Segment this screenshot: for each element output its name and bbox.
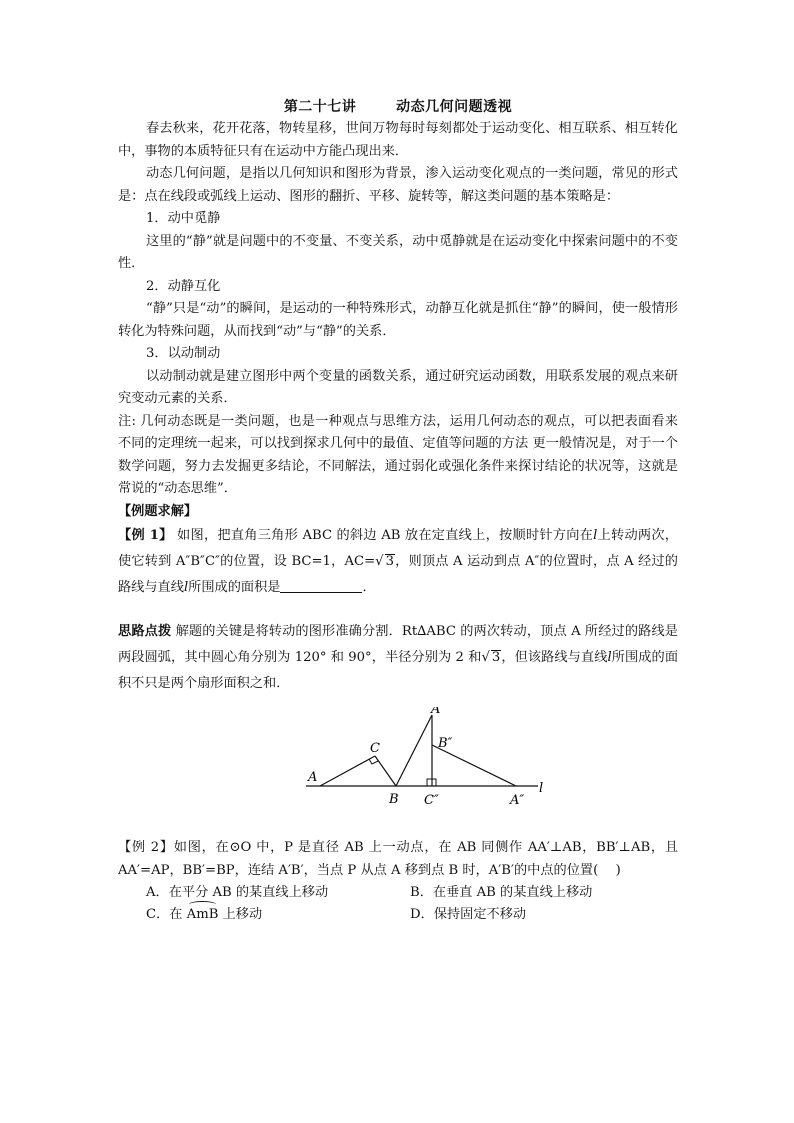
option-b: B．在垂直 AB 的某直线上移动: [410, 885, 593, 900]
option-c-suffix: 上移动: [218, 907, 263, 922]
example-1-text-b: 上转动两次，使它转到 A″B″C″的位置，设 BC=1，AC=: [118, 528, 678, 569]
intro-paragraph-2: 动态几何问题，是指以几何知识和图形为背景，渗入运动变化观点的一类问题，常见的形式是：点在线段或弧线上运动、图形的翻折、平移、旋转等，解这类问题的基本策略是：: [118, 166, 678, 204]
example-2-options: [118, 882, 678, 926]
strategy-1-body: 这里的“静”就是问题中的不变量、不变关系，动中觅静就是在运动变化中探索问题中的不变性．: [118, 233, 678, 271]
hint-text-c: 所围成的面积不只是两个扇形面积之和．: [118, 650, 679, 691]
line-variable: l: [593, 528, 598, 543]
strategy-3-body: 以动制动就是建立图形中两个变量的函数关系，通过研究运动函数，用联系发展的观点来研究变动元素的关系．: [118, 368, 678, 406]
document-page: [118, 96, 678, 926]
section-heading: 【例题求解】: [118, 503, 198, 519]
answer-blank: [280, 578, 362, 593]
sqrt-value: 3: [385, 554, 394, 569]
option-d: D．保持固定不移动: [410, 907, 527, 922]
example-1-text-c: ，则顶点 A 运动到点 A″的位置时，点 A 经过的路线与直线: [118, 554, 678, 595]
hint-text-a: 解题的关键是将转动的图形准确分割．Rt∆ABC 的两次转动，顶点 A 所经过的路线是两段圆弧，其中圆心角分别为 120° 和 90°，半径分别为 2 和: [118, 624, 678, 665]
label-B: B: [389, 792, 399, 807]
arc-amb: AmB: [187, 904, 219, 926]
segment-BA1: [396, 715, 432, 786]
example-1: [118, 523, 678, 601]
label-l: l: [539, 781, 544, 796]
option-c-prefix: C．在: [146, 907, 187, 922]
segment-CB: [375, 756, 396, 786]
label-C-double-prime: C″: [424, 793, 439, 808]
example-1-text-a: 如图，把直角三角形 ABC 的斜边 AB 放在定直线上，按顺时针方向在: [172, 528, 594, 543]
example-2-label: 【例 2】: [118, 840, 174, 855]
label-A-double-prime: A″: [510, 793, 525, 808]
option-c: [146, 904, 410, 926]
strategy-1-heading: 1．动中觅静: [146, 211, 221, 226]
label-A-prime: A′: [431, 707, 444, 717]
segment-B2A2: [432, 745, 516, 786]
line-variable: l: [607, 650, 612, 665]
rotation-diagram: [118, 707, 678, 817]
strategy-3-heading: 3．以动制动: [146, 346, 221, 361]
example-2: [118, 837, 678, 882]
example-2-text: 如图，在⊙O 中，P 是直径 AB 上一动点，在 AB 同侧作 AA′⊥AB，BB′⊥AB，且 AA′=AP，BB′=BP，连结 A′B′，当点 P 从点 A 移到点 B 时，A′B′的中点的位置( ): [118, 840, 679, 878]
page-title: 第二十七讲 动态几何问题透视: [283, 99, 513, 115]
segment-AC: [320, 756, 375, 786]
sqrt-symbol: √: [481, 650, 490, 665]
label-A: A: [308, 770, 318, 785]
strategy-2-heading: 2．动静互化: [146, 278, 221, 294]
hint-text-b: ，但该路线与直线: [501, 650, 608, 665]
label-B-double-prime: B″: [438, 736, 453, 751]
line-variable: l: [183, 580, 189, 595]
hint-label: 思路点拨: [118, 624, 172, 639]
example-1-label: 【例 1】: [118, 528, 173, 543]
hint-paragraph: [118, 619, 678, 697]
sqrt-symbol: √: [375, 554, 384, 569]
note-paragraph: 注: 几何动态既是一类问题，也是一种观点与思维方法，运用几何动态的观点，可以把表面看来不同的定理统一起来，可以找到探求几何中的最值、定值等问题的方法 更一般情况是，对于一个数学问题，努力去发掘更多结论，不同解法，通过弱化或强化条件来探讨结论的状况等，这就是常说的“动态思维”．: [118, 413, 678, 496]
intro-paragraph-1: 春去秋来，花开花落，物转星移，世间万物每时每刻都处于运动变化、相互联系、相互转化中，事物的本质特征只有在运动中方能凸现出来．: [118, 121, 678, 159]
option-a: A．在平分 AB 的某直线上移动: [146, 885, 329, 900]
label-C: C: [370, 741, 380, 756]
strategy-2-body: “静”只是“动”的瞬间，是运动的一种特殊形式，动静互化就是抓住“静”的瞬间，使一般情形转化为特殊问题，从而找到“动”与“静”的关系．: [118, 301, 678, 339]
example-1-end: ．: [362, 580, 376, 595]
right-angle-mark-C: [369, 759, 378, 764]
sqrt-value: 3: [491, 650, 501, 665]
rotation-figure: [118, 707, 678, 817]
example-1-text-d: 所围成的面积是: [188, 580, 281, 595]
